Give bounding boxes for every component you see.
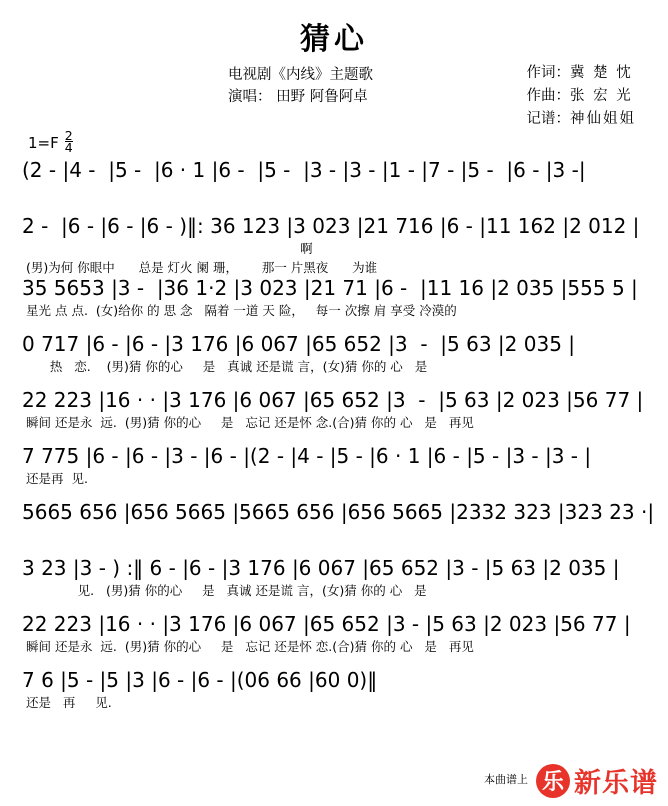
- lyric-row-extra: 啊: [26, 241, 313, 256]
- notation-row: 0 717 |6 - |6 - |3 176 |6 067 |65 652 |3 - |5 63 |2 035 |: [22, 332, 576, 356]
- singer-subtitle: 演唱： 田野 阿鲁阿卓: [228, 89, 368, 105]
- notation-row: (2 - |4 - |5 - |6 · 1 |6 - |5 - |3 - |3 - |1 - |7 - |5 - |6 - |3 -|: [22, 158, 586, 182]
- notation-row: 22 223 |16 · · |3 176 |6 067 |65 652 |3 - |5 63 |2 023 |56 77 |: [22, 388, 644, 412]
- performance-credits: [228, 64, 373, 108]
- credits-block: [0, 62, 668, 132]
- score-line: [22, 612, 668, 668]
- site-logo: [536, 761, 658, 800]
- lyric-row: 见. (男)猜 你的心 是 真诚 还是谎 言，(女)猜 你的 心 是: [26, 583, 427, 598]
- score-line: [22, 332, 668, 388]
- lyric-row: 星光 点 点. (女)给你 的 思 念 隔着 一道 天 险， 每一 次擦 肩 享受 冷漠的: [26, 303, 457, 318]
- composer-name: 张 宏 光: [570, 88, 633, 104]
- notation-row: 7 775 |6 - |6 - |3 - |6 - |(2 - |4 - |5 - |6 · 1 |6 - |5 - |3 - |3 - |: [22, 444, 592, 468]
- notation-row: 5665 656 |656 5665 |5665 656 |656 5665 |2332 323 |323 23 ·|: [22, 500, 655, 524]
- lyric-row: 热 恋. (男)猜 你的心 是 真诚 还是谎 言，(女)猜 你的 心 是: [26, 359, 428, 374]
- key-signature-row: [28, 128, 668, 158]
- score-line: [22, 556, 668, 612]
- authorship-credits: [527, 62, 637, 131]
- lyric-row: (男)为何 你眼中 总是 灯火 阑 珊， 那一 片黑夜 为谁: [26, 260, 378, 275]
- logo-text: 新乐谱: [574, 768, 658, 799]
- composer-role: 作曲：: [526, 88, 570, 104]
- time-signature: [65, 130, 73, 153]
- lyric-row: 还是 再 见.: [26, 695, 112, 710]
- drama-subtitle: 电视剧《内线》主题歌: [228, 67, 373, 83]
- footer-note: 本曲谱上: [484, 772, 528, 786]
- lyric-row: 还是再 见.: [26, 471, 88, 486]
- score-line: [22, 214, 668, 276]
- time-signature-bottom: 4: [64, 140, 73, 155]
- lyricist-role: 作词：: [526, 65, 570, 81]
- score-line: [22, 388, 668, 444]
- time-signature-top: 2: [64, 128, 73, 143]
- notation-row: 22 223 |16 · · |3 176 |6 067 |65 652 |3 - |5 63 |2 023 |56 77 |: [22, 612, 631, 636]
- lyricist-name: 冀 楚 忱: [570, 65, 633, 81]
- lyric-row: 瞬间 还是永 远. (男)猜 你的心 是 忘记 还是怀 恋.(合)猜 你的 心 是 再见: [26, 639, 474, 654]
- score-line: [22, 668, 668, 724]
- score-line: [22, 444, 668, 500]
- transcriber-name: 神仙姐姐: [570, 111, 636, 127]
- composer-row: [527, 85, 637, 108]
- transcriber-role: 记谱：: [526, 111, 570, 127]
- score-line: [22, 500, 668, 556]
- transcriber-row: [527, 108, 637, 131]
- notation-row: 2 - |6 - |6 - |6 - )‖: 36 123 |3 023 |21 716 |6 - |11 162 |2 012 |: [22, 214, 640, 238]
- notation-row: 3 23 |3 - ) :‖ 6 - |6 - |3 176 |6 067 |65 652 |3 - |5 63 |2 035 |: [22, 556, 620, 580]
- page-title: 猜心: [300, 22, 368, 57]
- notation-row: 7 6 |5 - |5 |3 |6 - |6 - |(06 66 |60 0)‖: [22, 668, 378, 692]
- score-line: [22, 276, 668, 332]
- score-line: [22, 158, 668, 214]
- lyricist-row: [527, 62, 637, 85]
- footer-watermark: [484, 761, 658, 800]
- logo-mark-icon: 乐: [536, 764, 570, 798]
- key-signature: 1=F: [28, 134, 59, 152]
- notation-row: 35 5653 |3 - |36 1·2 |3 023 |21 71 |6 - |11 16 |2 035 |555 5 |: [22, 276, 638, 300]
- lyric-row: 瞬间 还是永 远. (男)猜 你的心 是 忘记 还是怀 念.(合)猜 你的 心 是 再见: [26, 415, 474, 430]
